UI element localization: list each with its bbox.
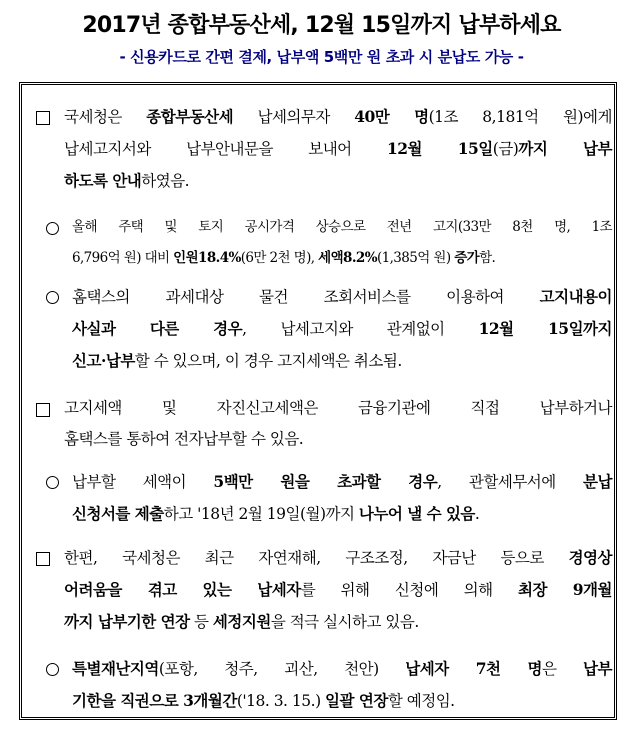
text-line: 국세청은 종합부동산세 납세의무자 40만 명(1조 8,181억 원)에게 [64, 107, 612, 126]
page-subtitle: - 신용카드로 간편 결제, 납부액 5백만 원 초과 시 분납도 가능 - [119, 48, 524, 66]
text-line: 홈택스를 통하여 전자납부할 수 있음. [64, 430, 304, 448]
text-line: 신청서를 제출하고 '18년 2월 19일(월)까지 나누어 낼 수 있음. [72, 504, 480, 523]
text-line: 한편, 국세청은 최근 자연재해, 구조조정, 자금난 등으로 경영상 [64, 548, 612, 567]
page-title: 2017년 종합부동산세, 12월 15일까지 납부하세요 [82, 13, 561, 38]
text-line: 사실과 다른 경우, 납세고지와 관계없이 12월 15일까지 [72, 319, 613, 338]
bullet-item-disaster-area [46, 653, 612, 717]
circle-bullet-icon [46, 663, 59, 676]
text-line: 신고·납부할 수 있으며, 이 경우 고지세액은 취소됨. [72, 351, 402, 370]
square-bullet-icon [36, 552, 50, 566]
square-bullet-icon [36, 111, 50, 125]
text-line: 특별재난지역(포항, 청주, 괴산, 천안) 납세자 7천 명은 납부 [72, 659, 612, 678]
text-line: 어려움을 겪고 있는 납세자를 위해 신청에 의해 최장 9개월 [64, 580, 612, 599]
circle-bullet-icon [46, 291, 59, 304]
bullet-item-payment-methods [36, 393, 612, 455]
text-line: 까지 납부기한 연장 등 세정지원을 적극 실시하고 있음. [64, 612, 419, 631]
text-line: 올해 주택 및 토지 공시가격 상승으로 전년 고지(33만 8천 명, 1조 [72, 219, 612, 235]
text-line: 하도록 안내하였음. [64, 171, 190, 190]
bullet-item-tax-support [36, 542, 612, 638]
text-line: 6,796억 원) 대비 인원18.4%(6만 2천 명), 세액8.2%(1,385억 원) 증가함. [72, 250, 496, 266]
text-line: 납세고지서와 납부안내문을 보내어 12월 15일(금)까지 납부 [64, 139, 612, 158]
circle-bullet-icon [46, 476, 59, 489]
bullet-item-assessment-notice [36, 101, 612, 197]
text-line: 고지세액 및 자진신고세액은 금융기관에 직접 납부하거나 [64, 399, 612, 417]
circle-bullet-icon [46, 222, 59, 235]
text-line: 납부할 세액이 5백만 원을 초과할 경우, 관할세무서에 분납 [72, 472, 612, 491]
bullet-item-increase [46, 212, 612, 274]
square-bullet-icon [36, 403, 50, 417]
text-line: 홈택스의 과세대상 물건 조회서비스를 이용하여 고지내용이 [72, 287, 612, 306]
bullet-item-hometax-check [46, 281, 612, 377]
text-line: 기한을 직권으로 3개월간('18. 3. 15.) 일괄 연장할 예정임. [72, 691, 455, 710]
bullet-item-installment [46, 466, 612, 530]
